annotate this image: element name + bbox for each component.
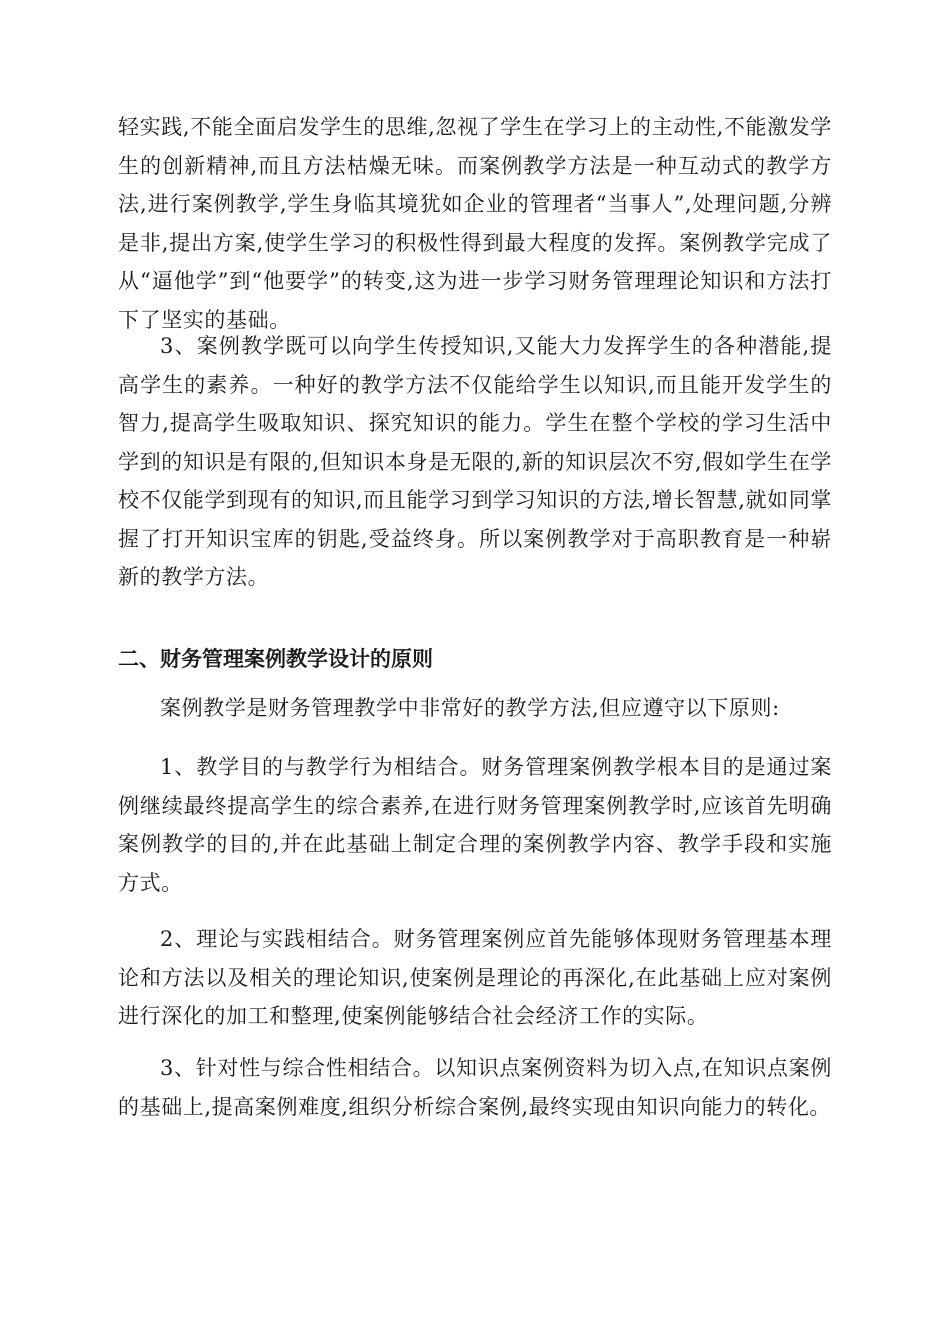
principle-3-paragraph: 3、针对性与综合性相结合。以知识点案例资料为切入点,在知识点案例的基础上,提高案例难度,组织分析综合案例,最终实现由知识向能力的转化。 bbox=[118, 1056, 832, 1119]
principle-2-paragraph: 2、理论与实践相结合。财务管理案例应首先能够体现财务管理基本理论和方法以及相关的理论知识,使案例是理论的再深化,在此基础上应对案例进行深化的加工和整理,使案例能够结合社会经济工作的实际。 bbox=[118, 927, 832, 1028]
section-heading: 二、财务管理案例教学设计的原则 bbox=[118, 647, 433, 671]
paragraph-point-3: 3、案例教学既可以向学生传授知识,又能大力发挥学生的各种潜能,提高学生的素养。一种好的教学方法不仅能给学生以知识,而且能开发学生的智力,提高学生吸取知识、探究知识的能力。学生在整个学校的学习生活中学到的知识是有限的,但知识本身是无限的,新的知识层次不穷,假如学生在学校不仅能学到现有的知识,而且能学习到学习知识的方法,增长智慧,就如同掌握了打开知识宝库的钥匙,受益终身。所以案例教学对于高职教育是一种崭新的教学方法。 bbox=[118, 334, 832, 589]
paragraph-continuation: 轻实践,不能全面启发学生的思维,忽视了学生在学习上的主动性,不能激发学生的创新精神,而且方法枯燥无味。而案例教学方法是一种互动式的教学方法,进行案例教学,学生身临其境犹如企业的管理者“当事人”,处理问题,分辨是非,提出方案,使学生学习的积极性得到最大程度的发挥。案例教学完成了从“逼他学”到“他要学”的转变,这为进一步学习财务管理理论知识和方法打下了坚实的基础。 bbox=[118, 115, 832, 332]
principle-1-paragraph: 1、教学目的与教学行为相结合。财务管理案例教学根本目的是通过案例继续最终提高学生的综合素养,在进行财务管理案例教学时,应该首先明确案例教学的目的,并在此基础上制定合理的案例教学内容、教学手段和实施方式。 bbox=[118, 755, 832, 895]
section-intro-paragraph: 案例教学是财务管理教学中非常好的教学方法,但应遵守以下原则: bbox=[160, 696, 780, 720]
